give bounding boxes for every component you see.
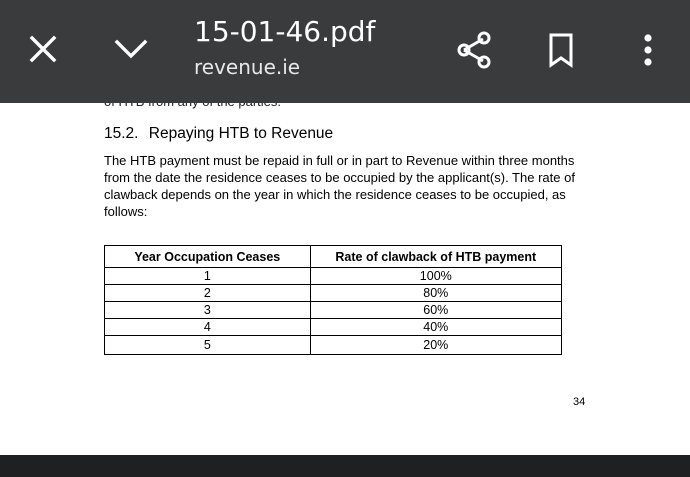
document-title: 15-01-46.pdf: [194, 15, 376, 48]
section-title: Repaying HTB to Revenue: [148, 125, 334, 142]
year-cell: 5: [105, 336, 311, 355]
title-block: [194, 12, 434, 80]
more-vert-icon: [642, 33, 654, 67]
table-row: [105, 285, 562, 302]
rate-cell: 40%: [310, 319, 561, 336]
bookmark-button[interactable]: [539, 28, 583, 72]
body-paragraph: [104, 152, 574, 220]
header-rate: Rate of clawback of HTB payment: [310, 246, 561, 268]
section-number: 15.2.: [104, 125, 139, 142]
rate-cell: 100%: [310, 268, 561, 285]
table-row: [105, 268, 562, 285]
table-header-row: [105, 246, 562, 268]
paragraph-line: from the date the residence ceases to be occupied by the applicant(s). The rate of: [104, 170, 575, 185]
more-options-button[interactable]: [632, 28, 664, 72]
year-cell: 3: [105, 302, 311, 319]
table-row: [105, 336, 562, 355]
rate-cell: 60%: [310, 302, 561, 319]
year-cell: 2: [105, 285, 311, 302]
rate-cell: 80%: [310, 285, 561, 302]
bookmark-icon: [547, 32, 575, 68]
section-heading: [104, 124, 333, 144]
page-number: 34: [573, 396, 586, 408]
year-cell: 1: [105, 268, 311, 285]
rate-cell: 20%: [310, 336, 561, 355]
close-icon: [28, 34, 58, 64]
app-bar: [0, 0, 690, 103]
bottom-navigation-bar: [0, 455, 690, 477]
close-button[interactable]: [22, 28, 64, 70]
paragraph-line: clawback depends on the year in which the residence ceases to be occupied, as: [104, 187, 566, 202]
paragraph-line: The HTB payment must be repaid in full or in part to Revenue within three months: [104, 153, 575, 168]
document-source: revenue.ie: [194, 55, 301, 79]
minimize-button[interactable]: [108, 28, 154, 70]
share-icon: [456, 31, 492, 69]
paragraph-line: follows:: [104, 204, 148, 219]
clawback-table: [104, 245, 562, 355]
table-row: [105, 319, 562, 336]
share-button[interactable]: [452, 28, 496, 72]
header-year: Year Occupation Ceases: [105, 246, 311, 268]
chevron-down-icon: [113, 37, 149, 61]
table-row: [105, 302, 562, 319]
year-cell: 4: [105, 319, 311, 336]
